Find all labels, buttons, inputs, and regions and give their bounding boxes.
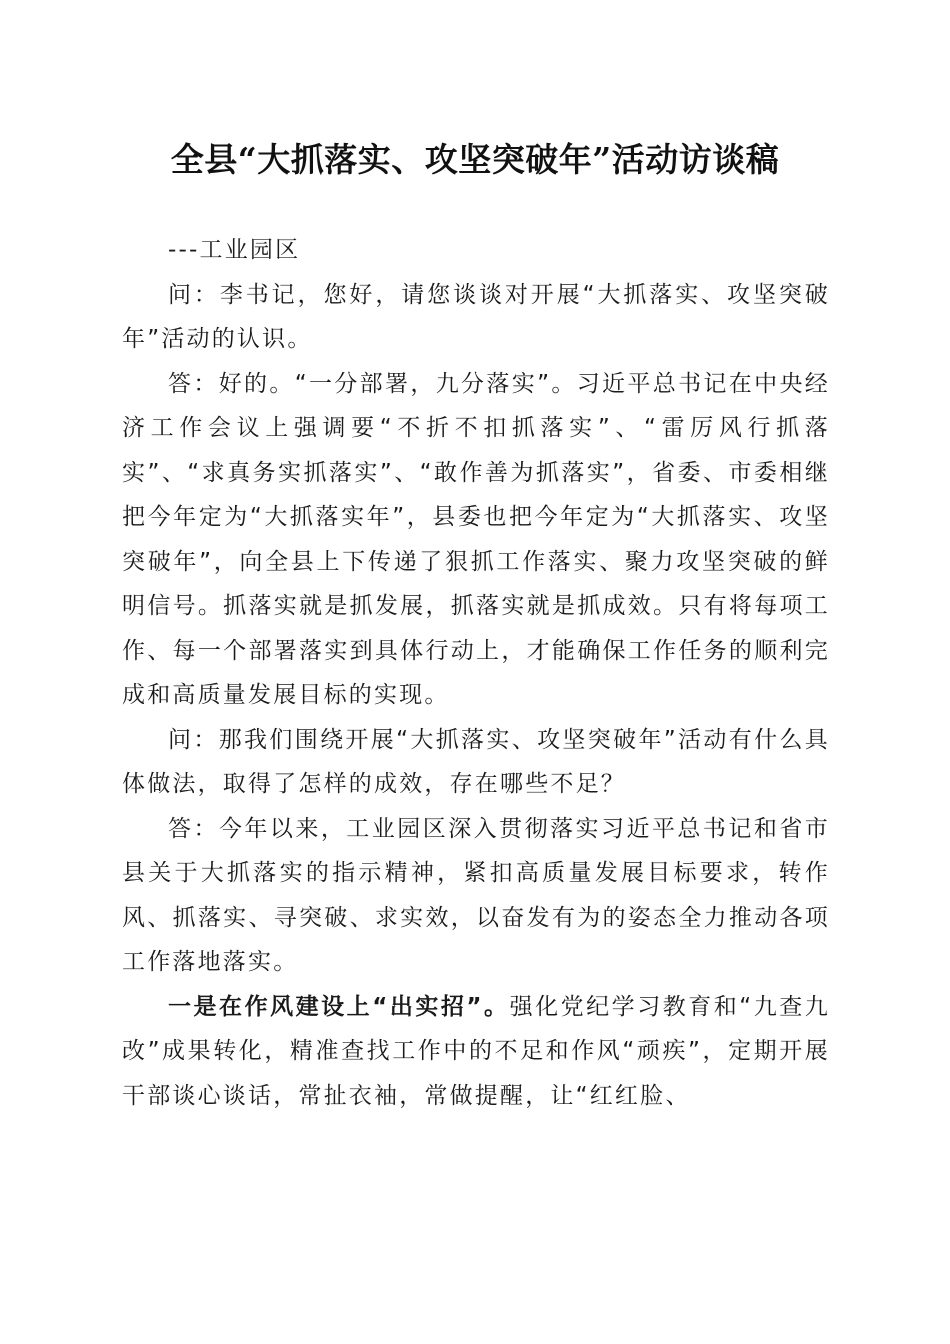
document-body [122,228,830,1118]
paragraph-text: 问：李书记，您好，请您谈谈对开展“大抓落实、攻坚突破年”活动的认识。 [122,281,830,352]
paragraph-point-1 [122,985,830,1119]
paragraph-text: 答：好的。“一分部署，九分落实”。习近平总书记在中央经济工作会议上强调要“不折不扣抓落实”、“雷厉风行抓落实”、“求真务实抓落实”、“敢作善为抓落实”，省委、市委相继把今年定为“大抓落实年”，县委也把今年定为“大抓落实、攻坚突破年”，向全县上下传递了狠抓工作落实、聚力攻坚突破的鲜明信号。抓落实就是抓发展，抓落实就是抓成效。只有将每项工作、每一个部署落实到具体行动上，才能确保工作任务的顺利完成和高质量发展目标的实现。 [122,370,830,708]
paragraph-question-1 [122,273,830,362]
paragraph-answer-2 [122,807,830,985]
document-title: 全县“大抓落实、攻坚突破年”活动访谈稿 [170,140,780,179]
paragraph-text: 强化党纪学习教育和“九查九改”成果转化，精准查找工作中的不足和作风“顽疾”，定期开展干部谈心谈话，常扯衣袖，常做提醒，让“红红脸、 [122,993,830,1109]
document-subtitle: ---工业园区 [168,237,301,263]
paragraph-text: 问：那我们围绕开展“大抓落实、攻坚突破年”活动有什么具体做法，取得了怎样的成效，存在哪些不足？ [122,726,830,797]
paragraph-lead: 一是在作风建设上“出实招”。 [168,993,510,1020]
paragraph-answer-1 [122,362,830,718]
paragraph-text: 答：今年以来，工业园区深入贯彻落实习近平总书记和省市县关于大抓落实的指示精神，紧扣高质量发展目标要求，转作风、抓落实、寻突破、求实效，以奋发有为的姿态全力推动各项工作落地落实。 [122,815,830,975]
paragraph-question-2 [122,718,830,807]
